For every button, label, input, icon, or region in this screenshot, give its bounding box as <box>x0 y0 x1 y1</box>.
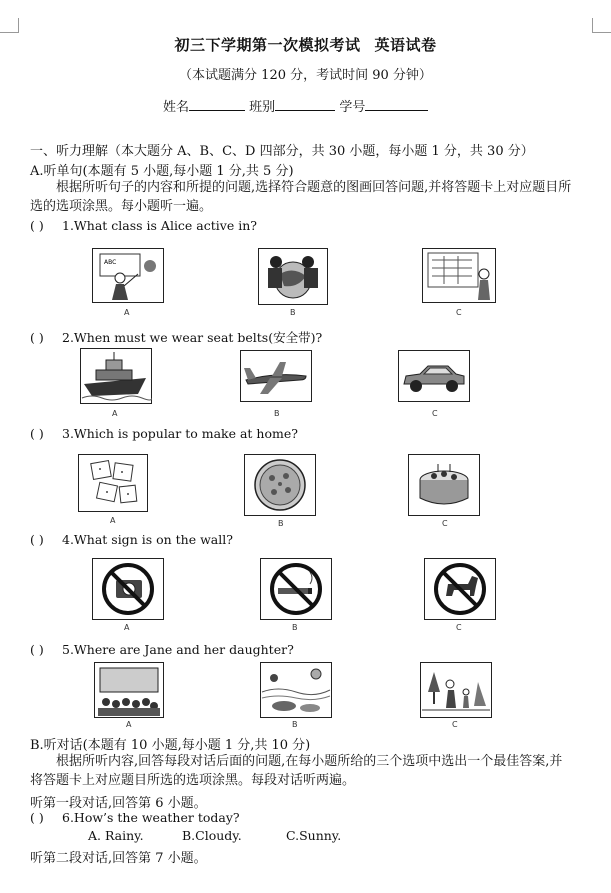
question-text: 2.When must we wear seat belts(安全带)? <box>62 330 323 345</box>
crop-mark-top-right <box>592 18 611 33</box>
partB-instruction: 根据所听内容,回答每段对话后面的问题,在每小题所给的三个选项中选出一个最佳答案,并将答题卡上对应题目所选的选项涂黑。每段对话听两遍。 <box>30 754 563 788</box>
option-label-b: B <box>278 519 284 528</box>
question-text: 4.What sign is on the wall? <box>62 532 233 547</box>
question-4 <box>30 532 233 547</box>
answer-blank[interactable]: ( ) <box>30 330 44 345</box>
crop-mark-top-left <box>0 18 19 33</box>
teacher-at-board-picture[interactable] <box>92 248 164 303</box>
option-c[interactable]: C.Sunny. <box>286 828 342 843</box>
exam-title-main: 初三下学期第一次模拟考试 <box>174 36 361 54</box>
option-label-c: C <box>432 409 438 418</box>
option-label-a: A <box>124 623 130 632</box>
student-info-line <box>163 96 428 115</box>
option-label-b: B <box>292 623 298 632</box>
dialog2-instruction: 听第二段对话,回答第 7 小题。 <box>30 851 207 866</box>
exam-title <box>0 34 611 55</box>
answer-blank[interactable]: ( ) <box>30 810 44 825</box>
answer-blank[interactable]: ( ) <box>30 426 44 441</box>
no-photos-sign[interactable] <box>92 558 164 620</box>
option-label-b: B <box>290 308 296 317</box>
question-6 <box>30 810 240 825</box>
section1-heading: 一、听力理解（本大题分 A、B、C、D 四部分，共 30 小题，每小题 1 分，共 30 分） <box>30 144 534 159</box>
question-2 <box>30 328 322 346</box>
park-picture[interactable] <box>420 662 492 718</box>
answer-blank[interactable]: ( ) <box>30 642 44 657</box>
answer-blank[interactable]: ( ) <box>30 218 44 233</box>
question-text: 6.How’s the weather today? <box>62 810 240 825</box>
svg-text:ABC: ABC <box>104 259 117 266</box>
crackers-picture[interactable] <box>78 454 148 512</box>
exam-subject: 英语试卷 <box>374 36 437 54</box>
partA-heading: A.听单句(本题有 5 小题,每小题 1 分,共 5 分) <box>30 164 294 179</box>
no-dogs-sign[interactable] <box>424 558 496 620</box>
partB-heading: B.听对话(本题有 10 小题,每小题 1 分,共 10 分) <box>30 738 311 753</box>
option-label-a: A <box>124 308 130 317</box>
option-label-b: B <box>292 720 298 729</box>
q6-options <box>88 828 341 843</box>
chart-board-picture[interactable] <box>422 248 496 303</box>
option-label-a: A <box>126 720 132 729</box>
class-label: 班别 <box>249 100 276 115</box>
name-label: 姓名 <box>163 100 190 115</box>
airplane-picture[interactable] <box>240 350 312 402</box>
option-label-a: A <box>112 409 118 418</box>
class-field[interactable] <box>275 97 335 111</box>
question-text: 5.Where are Jane and her daughter? <box>62 642 294 657</box>
dialog1-instruction: 听第一段对话,回答第 6 小题。 <box>30 796 207 811</box>
option-label-c: C <box>456 623 462 632</box>
theater-picture[interactable] <box>94 662 164 718</box>
id-label: 学号 <box>339 100 366 115</box>
id-field[interactable] <box>365 97 428 111</box>
option-label-c: C <box>452 720 458 729</box>
pizza-picture[interactable] <box>244 454 316 516</box>
question-1 <box>30 218 257 233</box>
answer-blank[interactable]: ( ) <box>30 532 44 547</box>
question-text: 1.What class is Alice active in? <box>62 218 257 233</box>
name-field[interactable] <box>189 97 245 111</box>
question-text: 3.Which is popular to make at home? <box>62 426 298 441</box>
exam-subtitle: （本试题满分 120 分，考试时间 90 分钟） <box>179 68 432 83</box>
option-a[interactable]: A. Rainy. <box>88 828 144 843</box>
question-3 <box>30 426 298 441</box>
car-picture[interactable] <box>398 350 470 402</box>
option-label-c: C <box>456 308 462 317</box>
option-b[interactable]: B.Cloudy. <box>182 828 242 843</box>
globe-students-picture[interactable] <box>258 248 328 305</box>
no-smoking-sign[interactable] <box>260 558 332 620</box>
partA-instruction: 根据所听句子的内容和所提的问题,选择符合题意的图画回答问题,并将答题卡上对应题目所选的选项涂黑。每小题听一遍。 <box>30 180 572 214</box>
option-label-b: B <box>274 409 280 418</box>
ship-picture[interactable] <box>80 348 152 404</box>
cake-picture[interactable] <box>408 454 480 516</box>
option-label-a: A <box>110 516 116 525</box>
option-label-c: C <box>442 519 448 528</box>
beach-picture[interactable] <box>260 662 332 718</box>
question-5 <box>30 642 294 657</box>
